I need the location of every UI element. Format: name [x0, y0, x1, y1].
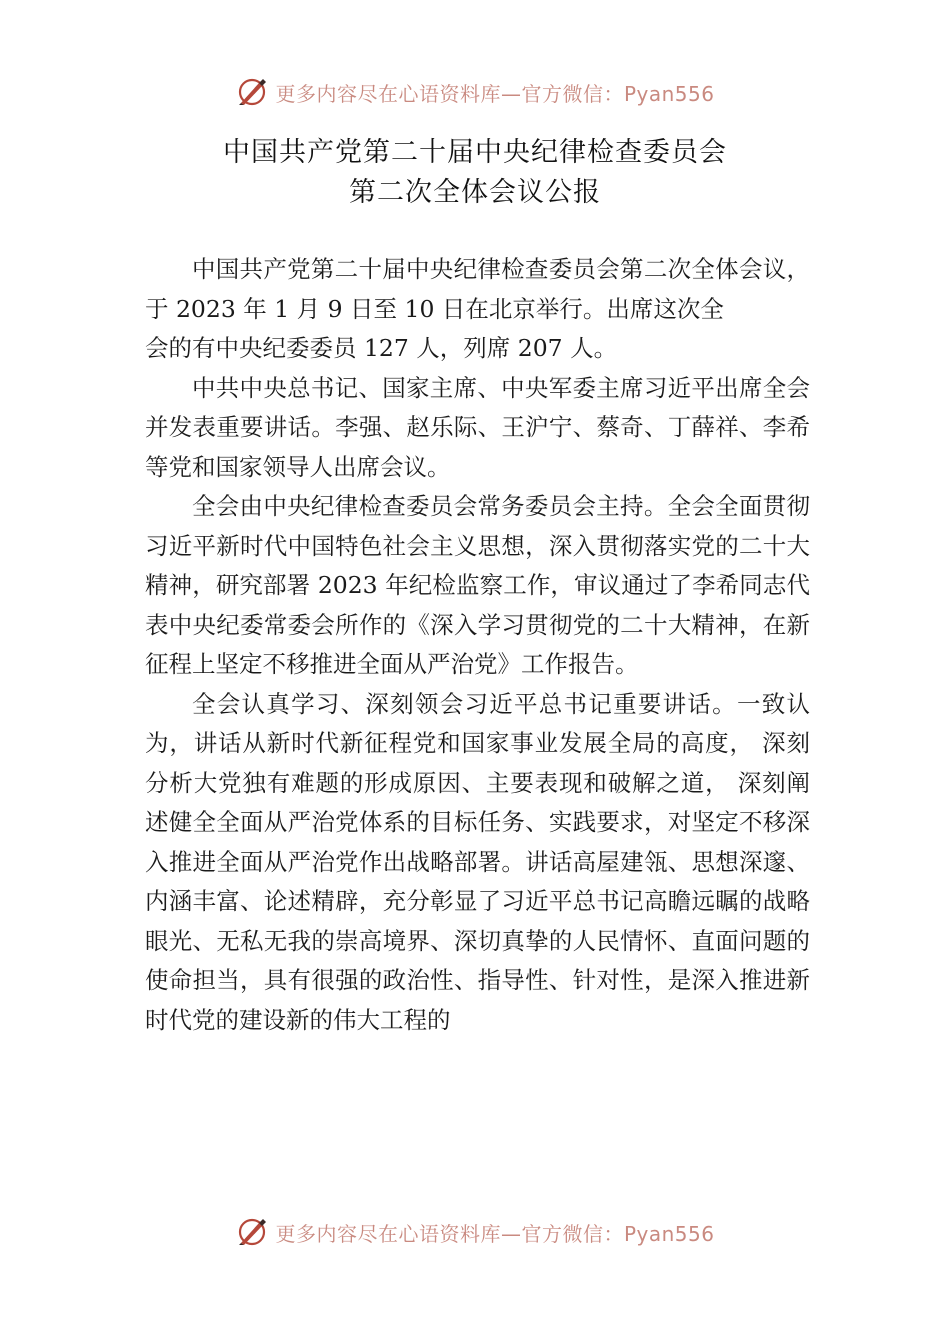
document-title-line-1: 中国共产党第二十届中央纪律检查委员会 — [223, 137, 727, 168]
watermark-text: 更多内容尽在心语资料库—官方微信：Pyan556 — [275, 1221, 715, 1246]
paragraph: 中共中央总书记、国家主席、中央军委主席习近平出席全会并发表重要讲话。李强、赵乐际、王沪宁、蔡奇、丁薛祥、李希等党和国家领导人出席会议。 — [145, 373, 810, 481]
document-body — [145, 250, 810, 1040]
paragraph: 全会认真学习、深刻领会习近平总书记重要讲话。一致认为，讲话从新时代新征程党和国家事业发展全局的高度， 深刻分析大党独有难题的形成原因、主要表现和破解之道， 深刻阐述健全全面从严治党体系的目标任务、实践要求，对坚定不移深入推进全面从严治党作出战略部署。讲话高屋建瓴、思想深邃、内涵丰富、论述精辟，充分彰显了习近平总书记高瞻远瞩的战略眼光、无私无我的崇高境界、深切真挚的人民情怀、直面问题的使命担当，具有很强的政治性、指导性、针对性，是深入推进新时代党的建设新的伟大工程的 — [145, 689, 810, 1034]
footer-watermark — [0, 1212, 950, 1252]
paragraph: 会的有中央纪委委员 127 人，列席 207 人。 — [145, 334, 618, 362]
paragraph: 全会由中央纪律检查委员会常务委员会主持。全会全面贯彻习近平新时代中国特色社会主义思想，深入贯彻落实党的二十大精神，研究部署 2023 年纪检监察工作，审议通过了李希同志代表中央纪委常委会所作的《深入学习贯彻党的二十大精神，在新征程上坚定不移推进全面从严治党》工作报告。 — [145, 492, 810, 678]
pen-logo-icon — [235, 1215, 269, 1249]
header-watermark — [0, 72, 950, 112]
paragraph: 中国共产党第二十届中央纪律检查委员会第二次全体会议，于 2023 年 1 月 9 日至 10 日在北京举行。出席这次全 — [145, 255, 810, 323]
document-title-line-2: 第二次全体会议公报 — [349, 177, 601, 208]
watermark-text: 更多内容尽在心语资料库—官方微信：Pyan556 — [275, 81, 715, 106]
pen-logo-icon — [235, 75, 269, 109]
